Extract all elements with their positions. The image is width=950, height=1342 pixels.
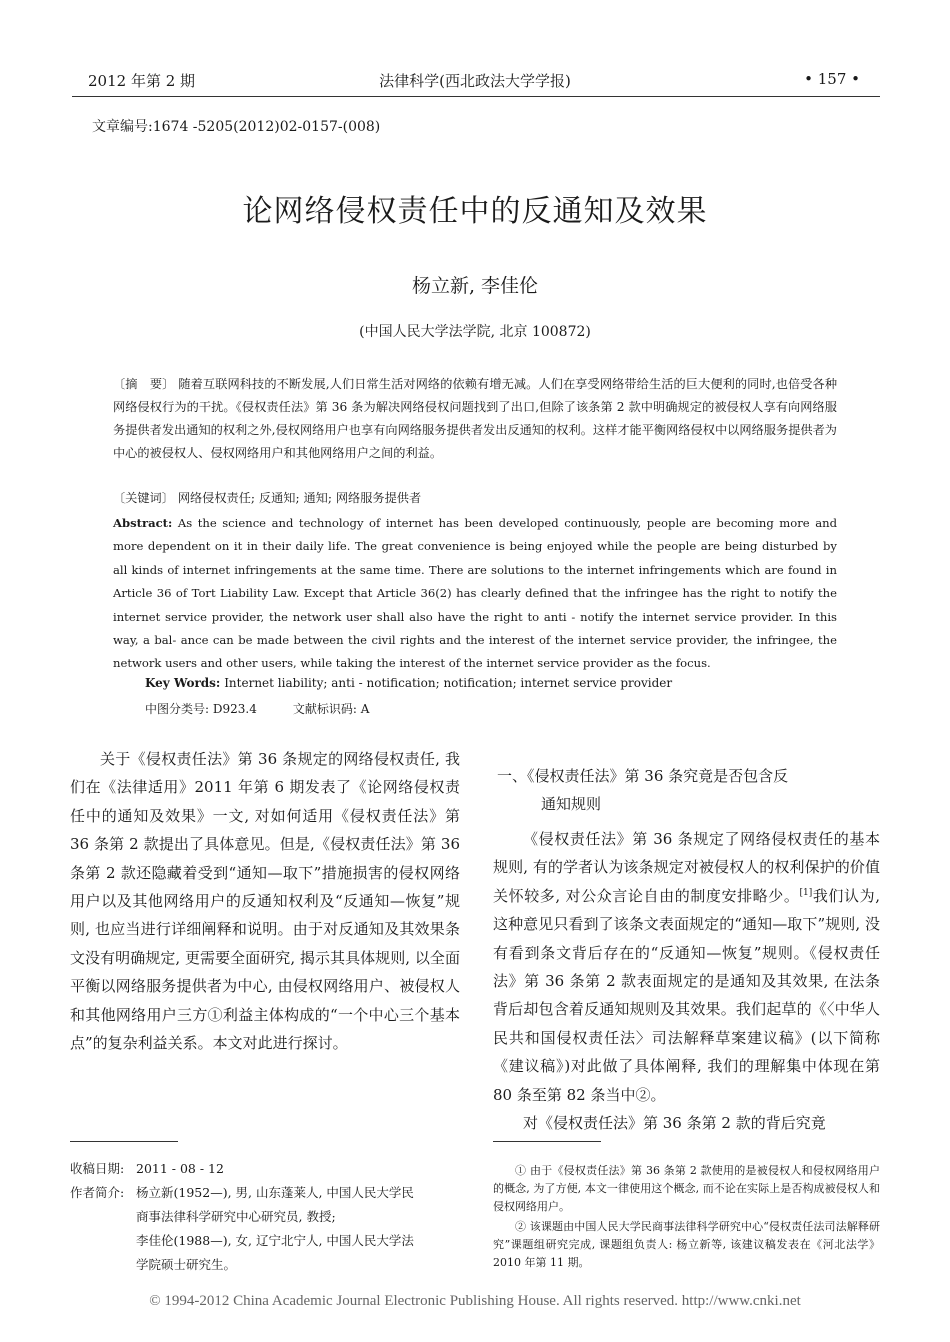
abstract-en-label: Abstract:: [113, 516, 173, 530]
footnote-rule: [493, 1141, 601, 1142]
running-header-issue: 2012 年第 2 期: [88, 72, 196, 90]
page-number: • 157 •: [804, 70, 860, 88]
keywords-chinese: [113, 487, 837, 510]
body-right-paragraph-2: 对《侵权责任法》第 36 条第 2 款的背后究竟: [523, 1114, 826, 1133]
keywords-en-label: Key Words:: [145, 676, 221, 690]
keywords-cn-text: 网络侵权责任; 反通知; 通知; 网络服务提供者: [177, 491, 422, 505]
abstract-chinese: [113, 373, 837, 465]
section-heading-1: [497, 762, 880, 818]
received-date: [70, 1157, 465, 1181]
clc-number: 中图分类号: D923.4: [145, 702, 257, 716]
running-header-journal: 法律科学(西北政法大学学报): [379, 72, 571, 90]
article-number: 文章编号:1674 -5205(2012)02-0157-(008): [92, 119, 381, 135]
abstract-cn-label: 〔摘 要〕: [113, 377, 175, 391]
received-label: 收稿日期:: [70, 1161, 125, 1176]
footnotes-left: [70, 1157, 465, 1277]
bio-label: 作者简介:: [70, 1185, 125, 1200]
abstract-english: [113, 512, 837, 676]
affiliation: (中国人民大学法学院, 北京 100872): [359, 324, 591, 340]
received-value: 2011 - 08 - 12: [136, 1161, 224, 1176]
copyright-notice: © 1994-2012 China Academic Journal Electronic Publishing House. All rights reserved. http://www.cnki.net: [149, 1293, 801, 1309]
bio-line: 李佳伦(1988—), 女, 辽宁北宁人, 中国人民大学法: [136, 1233, 414, 1248]
footnote-rule: [70, 1141, 178, 1142]
authors: 杨立新, 李佳伦: [411, 275, 539, 297]
paragraph-text: 《侵权责任法》第 36 条规定了网络侵权责任的基本规则, 有的学者认为该条规定对被侵权人的权利保护的价值关怀较多, 对公众言论自由的制度安排略少。: [493, 830, 880, 905]
paragraph-text: 我们认为, 这种意见只看到了该条文表面规定的“通知—取下”规则, 没有看到条文背后存在的“反通知—恢复”规则。《侵权责任法》第 36 条第 2 款表面规定的是通知及其效果, 在法条背后却包含着反通知规则及其效果。我们起草的《〈中华人民共和国侵权责任法〉司法解释草案建议稿》(以下简称《建议稿》)对此做了具体阐释, 我们的理解集中体现在第 80 条至第 82 条当中②。: [493, 886, 880, 1104]
document-code: 文献标识码: A: [292, 702, 370, 716]
citation-ref: [1]: [799, 887, 813, 898]
abstract-en-text: As the science and technology of internet has been developed continuously, people are becoming more and more dependent on it in their daily life. The great convenience is being enjoyed while the people are being disturbed by all kinds of internet infringements at the same time. There are solutions to the internet infringements which are found in Article 36 of Tort Liability Law. Except that Article 36(2) has clearly defined that the infringee has the right to notify the internet service provider, the network user shall also have the right to anti - notify the internet service provider. In this way, a bal- ance can be made between the civil rights and the interest of the internet service provider, the infringee, the network users and other users, while taking the interest of the internet service provider as the focus.: [113, 516, 837, 671]
body-right-paragraph-1: [493, 825, 880, 1109]
keywords-english: [145, 676, 672, 690]
header-rule: [72, 96, 880, 97]
keywords-cn-label: 〔关键词〕: [113, 491, 174, 505]
abstract-cn-text: 随着互联网科技的不断发展,人们日常生活对网络的依赖有增无减。人们在享受网络带给生活的巨大便利的同时,也倍受各种网络侵权行为的干扰。《侵权责任法》第 36 条为解决网络侵权问题找到了出口,但除了该条第 2 款中明确规定的被侵权人享有向网络服务提供者发出通知的权利之外,侵权网络用户也享有向网络服务提供者发出反通知的权利。这样才能平衡网络侵权中以网络服务提供者为中心的被侵权人、侵权网络用户和其他网络用户之间的利益。: [113, 377, 838, 460]
body-right-column: [493, 825, 880, 1137]
paper-title: 论网络侵权责任中的反通知及效果: [242, 194, 708, 229]
author-bio: [70, 1181, 465, 1205]
section-heading-line-2: 通知规则: [541, 795, 602, 813]
footnote-2: ② 该课题由中国人民大学民商事法律科学研究中心“侵权责任法司法解释研究”课题组研究完成, 课题组负责人: 杨立新等, 该建议稿发表在《河北法学》2010 年第 11 期。: [493, 1220, 880, 1269]
section-heading-line-1: 一、《侵权责任法》第 36 条究竟是否包含反: [497, 767, 789, 785]
bio-line: 商事法律科学研究中心研究员, 教授;: [136, 1209, 336, 1224]
footnote-1: ① 由于《侵权责任法》第 36 条第 2 款使用的是被侵权人和侵权网络用户的概念, 为了方便, 本文一律使用这个概念, 而不论在实际上是否构成被侵权人和侵权网络用户。: [493, 1164, 880, 1213]
bio-line: 学院硕士研究生。: [136, 1257, 237, 1272]
keywords-en-text: Internet liability; anti - notification; notification; internet service provider: [224, 676, 673, 690]
bio-line: 杨立新(1952—), 男, 山东蓬莱人, 中国人民大学民: [136, 1185, 414, 1200]
footnotes-right: [493, 1162, 880, 1274]
classification: [145, 700, 369, 717]
body-left-paragraph: 关于《侵权责任法》第 36 条规定的网络侵权责任, 我们在《法律适用》2011 年第 6 期发表了《论网络侵权责任中的通知及效果》一文, 对如何适用《侵权责任法》第 36 条第 2 款提出了具体意见。但是,《侵权责任法》第 36 条第 2 款还隐藏着受到“通知—取下”措施损害的侵权网络用户以及其他网络用户的反通知权利及“反通知—恢复”规则, 也应当进行详细阐释和说明。由于对反通知及其效果条文没有明确规定, 更需要全面研究, 揭示其具体规则, 以全面平衡以网络服务提供者为中心, 由侵权网络用户、被侵权人和其他网络用户三方①利益主体构成的“一个中心三个基本点”的复杂利益关系。本文对此进行探讨。: [70, 750, 460, 1053]
